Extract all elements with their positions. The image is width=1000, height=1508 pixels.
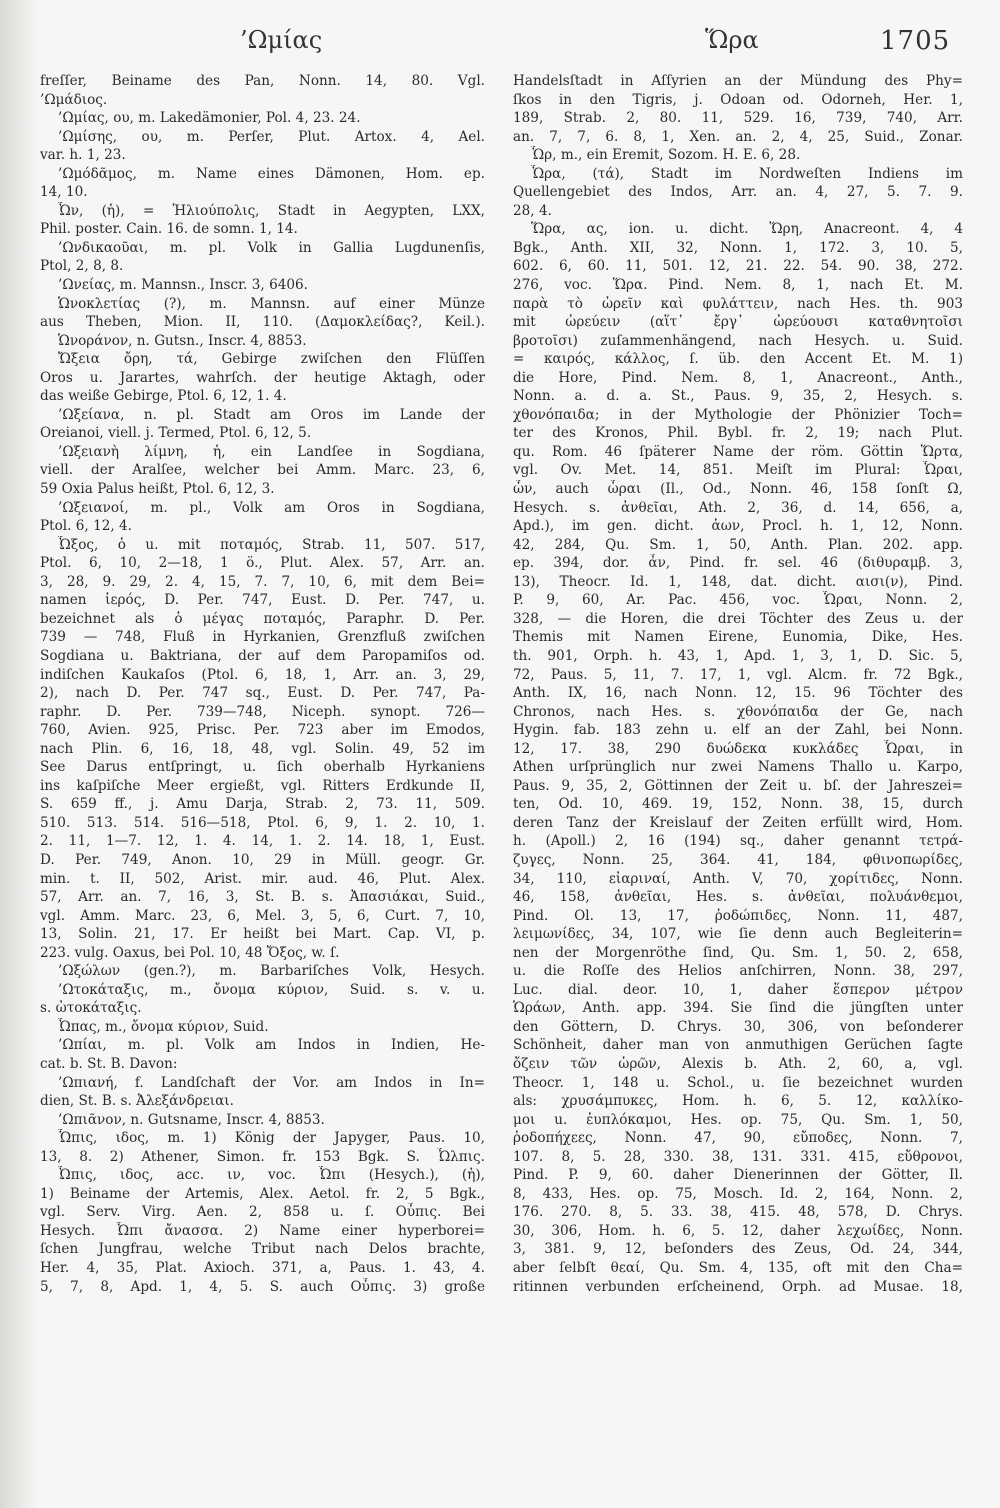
text-line: 46, 158, ἀνθεῖαι, Hes. s. ἀνθεῖαι, πολυάνθεμοι,: [513, 889, 963, 906]
text-line: ’Ωξώλων (gen.?), m. Barbariſches Volk, Hesych.: [58, 963, 485, 980]
text-line: aber ſelbſt θεαί, Qu. Sm. 4, 135, oft mit den Cha=: [513, 1260, 963, 1276]
text-line: 223. vulg. Oaxus, bei Pol. 10, 48 Ὄξος, w. ſ.: [40, 944, 340, 961]
text-line: Ὧρα, (τά), Stadt im Nordweſten Indiens im: [531, 165, 963, 182]
left-column: [40, 72, 485, 1296]
text-line: 189, Strab. 2, 80. 11, 529. 16, 739, 740, Arr.: [513, 110, 963, 127]
text-line: 2. 11, 1—7. 12, 1. 4. 14, 1. 2. 14. 18, 1, Eust.: [40, 833, 485, 850]
text-line: Ptol. 6, 12, 4.: [40, 518, 132, 535]
text-line: var. h. 1, 23.: [40, 147, 126, 164]
right-column: [513, 72, 963, 1296]
text-line: Ὧρ, m., ein Eremit, Sozom. H. E. 6, 28.: [531, 147, 801, 164]
text-line: 13), Theocr. Id. 1, 148, dat. dicht. αισι(ν), Pind.: [513, 573, 963, 590]
text-line: aus Theben, Mion. II, 110. (Δαμοκλείδας?, Keil.).: [40, 314, 485, 331]
text-line: Pind. P. 9, 60. daher Dienerinnen der Götter, Il.: [513, 1167, 963, 1184]
page-edge-shadow: [0, 0, 40, 1508]
text-line: Ὡράων, Anth. app. 394. Sie ſind die jüngſten unter: [513, 1000, 963, 1017]
text-line: s. ὠτοκάταξις.: [40, 1000, 142, 1017]
text-line: Hygin. fab. 183 zehn u. elf an der Zahl, bei Nonn.: [513, 722, 963, 739]
text-line: βροτοῖσι) zuſammenhängend, nach Hesych. u. Suid.: [513, 332, 963, 349]
text-line: ’Ωμίας, ου, m. Lakedämonier, Pol. 4, 23. 24.: [58, 110, 361, 127]
text-line: Ὦν, (ἡ), = Ἡλιούπολις, Stadt in Aegypten, LXX,: [58, 202, 485, 219]
text-line: deren Tanz der Kreislauf der Zeiten erfüllt wird, Hom.: [513, 814, 963, 831]
text-line: Bgk., Anth. XII, 32, Nonn. 1, 172. 3, 10. 5,: [513, 239, 963, 256]
text-line: ζυγες, Nonn. 25, 364. 41, 184, φθινοπωρίδες,: [513, 851, 963, 868]
text-line: Handelsſtadt in Aſſyrien an der Mündung des Phy=: [513, 73, 963, 89]
text-line: Ὡνοράνον, n. Gutsn., Inscr. 4, 8853.: [58, 332, 307, 349]
text-line: namen ἱερός, D. Per. 747, Eust. D. Per. 747, u.: [40, 592, 485, 609]
text-line: viell. der Aralſee, welcher bei Amm. Marc. 23, 6,: [40, 462, 485, 479]
text-line: mit ὠρεύειν (αἵτ᾽ ἔργ᾽ ὠρεύουσι καταθνητοῖσι: [513, 314, 963, 331]
text-line: Theocr. 1, 148 u. Schol., u. ſie bezeichnet wurden: [513, 1074, 963, 1091]
text-line: Ptol. 6, 10, 2—18, 1 ö., Plut. Alex. 57, Arr. an.: [40, 555, 485, 572]
text-line: Anth. IX, 16, nach Nonn. 12, 15. 96 Töchter des: [513, 685, 963, 702]
text-line: ’Ωμίσης, ου, m. Perſer, Plut. Artox. 4, Ael.: [58, 128, 485, 145]
text-line: Her. 4, 35, Plat. Axioch. 371, a, Paus. 1. 43, 4.: [40, 1260, 485, 1276]
text-line: Pind. Ol. 13, 17, ῥοδώπιδες, Nonn. 11, 487,: [513, 907, 963, 924]
text-line: nach Plin. 6, 16, 18, 48, vgl. Solin. 49, 52 im: [40, 740, 485, 757]
text-line: Oreianoi, viell. j. Termed, Ptol. 6, 12, 5.: [40, 425, 312, 442]
text-line: ’Ωμάδιος.: [40, 91, 108, 108]
text-line: ins kaſpiſche Meer ergießt, vgl. Ritters Erdkunde II,: [40, 777, 485, 794]
text-line: 3, 381. 9, 12, beſonders des Zeus, Od. 24, 344,: [513, 1241, 963, 1258]
text-line: See Darus entſpringt, u. ſich oberhalb Hyrkaniens: [40, 759, 485, 776]
text-line: μοι u. ἐυπλόκαμοι, Hes. op. 75, Qu. Sm. 1, 50,: [513, 1111, 963, 1128]
text-line: Paus. 9, 35, 2, Göttinnen der Zeit u. bſ. der Jahreszei=: [513, 777, 963, 794]
text-line: Athen urſprünglich nur zwei Namens Thallo u. Karpo,: [513, 759, 963, 776]
text-line: 42, 284, Qu. Sm. 1, 50, Anth. Plan. 202. app.: [513, 536, 963, 553]
text-line: ’Ωνδικαοῦαι, m. pl. Volk in Gallia Lugdunenſis,: [58, 239, 485, 256]
text-line: Phil. poster. Cain. 16. de somn. 1, 14.: [40, 221, 298, 238]
text-line: Ὤξεια ὄρη, τά, Gebirge zwiſchen den Flüſſen: [58, 351, 485, 368]
text-line: λειμωνίδες, 34, 107, wie ſie denn auch Begleiterin=: [513, 926, 963, 943]
text-line: Ὥρα, ας, ion. u. dicht. Ὥρη, Anacreont. 4, 4: [531, 221, 963, 238]
text-line: als: χρυσάμπυκες, Hom. h. 6, 5. 12, καλλίκο-: [513, 1093, 963, 1110]
text-line: vgl. Ov. Met. 14, 851. Meiſt im Plural: Ὧραι,: [513, 462, 963, 479]
text-line: raphr. D. Per. 739—748, Niceph. synopt. 726—: [40, 703, 485, 720]
text-line: Chronos, nach Hes. s. χθονόπαιδα der Ge, nach: [513, 703, 963, 720]
text-line: παρὰ τὸ ὠρεῖν καὶ φυλάττειν, nach Hes. th. 903: [513, 295, 963, 312]
text-line: 328, — die Horen, die drei Töchter des Zeus u. der: [513, 610, 963, 627]
text-line: 602. 6, 60. 11, 501. 12, 21. 22. 54. 90. 38, 272.: [513, 258, 963, 275]
text-line: ſkos in den Tigris, j. Odoan od. Odorneh, Her. 1,: [513, 91, 963, 108]
text-line: min. t. II, 502, Arist. mir. aud. 46, Plut. Alex.: [40, 870, 485, 887]
text-line: Ὧπις, ιδος, m. 1) König der Japyger, Paus. 10,: [58, 1130, 485, 1147]
text-line: ’Ωξειανοί, m. pl., Volk am Oros in Sogdiana,: [58, 499, 485, 516]
text-line: 739 — 748, Fluß in Hyrkanien, Grenzfluß zwiſchen: [40, 629, 485, 646]
running-head-left: ’Ωμίας: [240, 26, 323, 54]
text-line: bezeichnet als ὁ μέγας ποταμός, Paraphr. D. Per.: [40, 610, 485, 627]
text-line: ’Ωνείας, m. Mannsn., Inscr. 3, 6406.: [58, 277, 308, 294]
text-line: ’Ωξείανα, n. pl. Stadt am Oros im Lande der: [58, 406, 485, 423]
text-line: ’Ωπιᾶνον, n. Gutsname, Inscr. 4, 8853.: [58, 1111, 325, 1128]
text-line: ὧν, auch ὧραι (Il., Od., Nonn. 46, 158 ſonſt Ω,: [513, 481, 963, 498]
text-line: 72, Paus. 5, 11, 7. 17, 1, vgl. Alcm. fr. 72 Bgk.,: [513, 666, 963, 683]
text-line: 57, Arr. an. 7, 16, 3, St. B. s. Ἀπασιάκαι, Suid.,: [40, 889, 485, 906]
text-line: Themis mit Namen Eirene, Eunomia, Dike, Hes.: [513, 629, 963, 646]
text-line: das weiße Gebirge, Ptol. 6, 12, 1. 4.: [40, 388, 287, 405]
text-line: P. 9, 60, Ar. Pac. 456, voc. Ὧραι, Nonn. 2,: [513, 592, 963, 609]
text-line: vgl. Serv. Virg. Aen. 2, 858 u. ſ. Οὖπις. Bei: [40, 1204, 485, 1221]
text-line: 14, 10.: [40, 184, 88, 201]
text-line: 1) Beiname der Artemis, Alex. Aetol. fr. 2, 5 Bgk.,: [40, 1185, 485, 1202]
text-line: 176. 270. 8, 5. 33. 38, 415. 48, 578, D. Chrys.: [513, 1204, 963, 1221]
text-line: 28, 4.: [513, 202, 552, 219]
text-line: th. 901, Orph. h. 43, 1, Apd. 1, 3, 1, D. Sic. 5,: [513, 647, 963, 664]
text-line: 13, Solin. 21, 17. Er heißt bei Mart. Cap. VI, p.: [40, 926, 485, 943]
text-line: ten, Od. 10, 469. 19, 152, Nonn. 38, 15, durch: [513, 796, 963, 813]
text-line: = καιρός, κάλλος, ſ. üb. den Accent Et. M. 1): [513, 351, 963, 368]
text-line: 510. 513. 514. 516—518, Ptol. 6, 9, 1. 2. 10, 1.: [40, 814, 485, 831]
text-line: 2), nach D. Per. 747 sq., Eust. D. Per. 747, Pa-: [40, 685, 485, 702]
text-line: nen der Morgenröthe ſind, Qu. Sm. 1, 50. 2, 658,: [513, 944, 963, 961]
text-line: ῥοδοπήχεες, Nonn. 47, 90, εὔποδες, Nonn. 7,: [513, 1130, 963, 1147]
page-number: 1705: [880, 26, 951, 56]
text-line: Nonn. a. d. a. St., Paus. 9, 35, 2, Hesych. s.: [513, 388, 963, 405]
text-line: Quellengebiet des Indos, Arr. an. 4, 27, 5. 7. 9.: [513, 184, 963, 201]
text-line: 760, Avien. 925, Prisc. Per. 723 aber im Emodos,: [40, 722, 485, 739]
text-line: ’Ωπιανή, f. Landſchaft der Vor. am Indos in In=: [58, 1074, 485, 1091]
text-line: ſchen Jungfrau, welche Tribut nach Delos brachte,: [40, 1241, 485, 1258]
text-line: χθονόπαιδα; in der Mythologie der Phönizier Toch=: [513, 406, 963, 423]
text-line: h. (Apoll.) 2, 16 (194) sq., daher genannt τετρά-: [513, 833, 963, 850]
text-line: dien, St. B. s. Ἀλεξάνδρειαι.: [40, 1093, 234, 1110]
text-line: Schönheit, daher man von anmuthigen Gerüchen ſagte: [513, 1037, 963, 1054]
text-line: 34, 110, εἰαριναί, Anth. V, 70, χορίτιδες, Nonn.: [513, 870, 963, 887]
text-line: Apd.), im gen. dicht. ἁων, Procl. h. 1, 12, Nonn.: [513, 518, 963, 535]
text-line: 8, 433, Hes. op. 75, Mosch. Id. 2, 164, Nonn. 2,: [513, 1185, 963, 1202]
text-line: Ὡνοκλετίας (?), m. Mannsn. auf einer Münze: [58, 295, 485, 312]
text-line: u. die Roſſe des Helios anſchirren, Nonn. 38, 297,: [513, 963, 963, 980]
text-line: 276, voc. Ὥρα. Pind. Nem. 8, 1, nach Et. M.: [513, 277, 963, 294]
running-head-right: Ὥρα: [705, 26, 759, 54]
text-line: ’Ωπίαι, m. pl. Volk am Indos in Indien, He-: [58, 1037, 485, 1054]
text-line: den Göttern, D. Chrys. 30, 306, von beſonderer: [513, 1018, 963, 1035]
text-line: Hesych. Ὦπι ἄνασσα. 2) Name einer hyperborei=: [40, 1222, 485, 1239]
text-line: D. Per. 749, Anon. 10, 29 in Müll. geogr. Gr.: [40, 851, 485, 868]
text-line: Ptol, 2, 8, 8.: [40, 258, 124, 275]
text-line: S. 659 ff., j. Amu Darja, Strab. 2, 73. 11, 509.: [40, 796, 485, 813]
text-line: die Hore, Pind. Nem. 8, 1, Anacreont., Anth.,: [513, 369, 963, 386]
text-line: 3, 28, 9. 29, 2. 4, 15, 7. 7, 10, 6, mit dem Bei=: [40, 573, 485, 590]
text-line: 5, 7, 8, Apd. 1, 4, 5. S. auch Οὖπις. 3) große: [40, 1278, 485, 1295]
text-line: an. 7, 7, 6. 8, 1, Xen. an. 2, 4, 25, Suid., Zonar.: [513, 128, 963, 145]
text-line: ὄζειν τῶν ὡρῶν, Alexis b. Ath. 2, 60, a, vgl.: [513, 1055, 963, 1072]
text-line: Ὦπας, m., ὄνομα κύριον, Suid.: [58, 1018, 269, 1035]
text-line: cat. b. St. B. Davon:: [40, 1055, 178, 1072]
text-line: Ὦξος, ὁ u. mit ποταμός, Strab. 11, 507. 517,: [58, 536, 485, 553]
text-line: Sogdiana u. Baktriana, der auf dem Paropamiſos od.: [40, 647, 485, 664]
text-line: 12, 17. 38, 290 δυώδεκα κυκλάδες Ὧραι, in: [513, 740, 963, 757]
text-line: ’Ωξειανὴ λίμνη, ἡ, ein Landſee in Sogdiana,: [58, 443, 485, 460]
text-line: Oros u. Jarartes, wahrſch. der heutige Aktagh, oder: [40, 369, 485, 386]
text-line: qu. Rom. 46 ſpäterer Name der röm. Göttin Ὥρτα,: [513, 443, 963, 460]
text-line: Hesych. s. ἀνθεῖαι, Ath. 2, 36, d. 14, 656, a,: [513, 499, 963, 516]
text-line: 13, 8. 2) Athener, Simon. fr. 153 Bgk. S. Ὦλπις.: [40, 1148, 485, 1165]
text-line: Ὦπις, ιδος, acc. ιν, voc. Ὦπι (Hesych.), (ἡ),: [58, 1167, 485, 1184]
text-line: ’Ωτοκάταξις, m., ὄνομα κύριον, Suid. s. v. u.: [58, 981, 485, 998]
text-line: freſſer, Beiname des Pan, Nonn. 14, 80. Vgl.: [40, 73, 485, 89]
text-line: ritinnen verbunden erſcheinend, Orph. ad Musae. 18,: [513, 1278, 963, 1295]
text-line: 59 Oxia Palus heißt, Ptol. 6, 12, 3.: [40, 481, 275, 498]
text-line: 30, 306, Hom. h. 6, 5. 12, daher λεχωίδες, Nonn.: [513, 1222, 963, 1239]
text-line: vgl. Amm. Marc. 23, 6, Mel. 3, 5, 6, Curt. 7, 10,: [40, 907, 485, 924]
text-line: 107. 8, 5. 28, 330. 38, 131. 331. 415, εὔθρονοι,: [513, 1148, 963, 1165]
text-line: ter des Kronos, Phil. Bybl. fr. 2, 19; nach Plut.: [513, 425, 963, 442]
text-line: indiſchen Kaukaſos (Ptol. 6, 18, 1, Arr. an. 3, 29,: [40, 666, 485, 683]
text-line: ep. 394, dor. ἆν, Pind. fr. sel. 46 (διθυραμβ. 3,: [513, 555, 963, 572]
text-line: Luc. dial. deor. 10, 1, daher ἕσπερον μέτρον: [513, 981, 963, 998]
text-line: ’Ωμόδᾶμος, m. Name eines Dämonen, Hom. ep.: [58, 165, 485, 182]
